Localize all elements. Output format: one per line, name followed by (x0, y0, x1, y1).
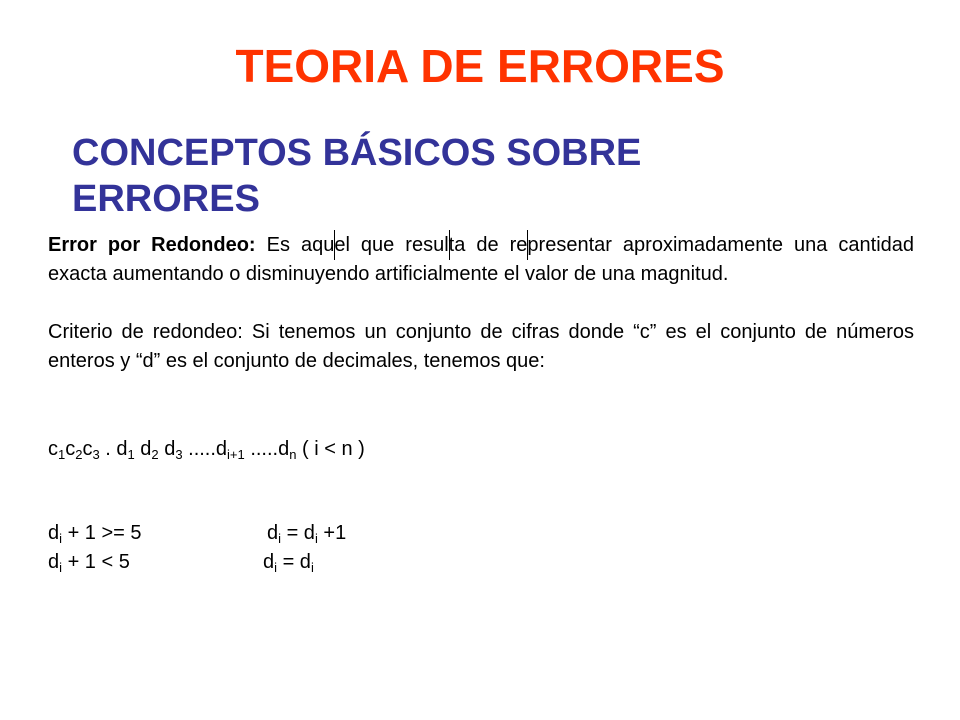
rounding-rule-round-up: $d_i + 1 >= 5$ $d_i = d_i +1$ (48, 522, 347, 546)
slide-subtitle: CONCEPTOS BÁSICOS SOBRE ERRORES (72, 132, 642, 220)
definition-paragraph (48, 231, 914, 289)
definition-text-3: ta de re (448, 234, 528, 256)
definition-text-1: Es aqu (255, 234, 335, 256)
number-formula: $c_1c_2c_3$ . $d_1$ $d_2$ $d_3$ $.....d_{i+1}$ $.....d_n$ ( i < n ) (48, 438, 365, 462)
definition-block (48, 231, 914, 376)
definition-text-2: el que resul (334, 234, 449, 256)
definition-term: Error por Redondeo: (48, 234, 256, 256)
rounding-rule-keep: $d_i + 1 < 5$ $d_i = d_i$ (48, 551, 314, 575)
slide-title: TEORIA DE ERRORES (235, 40, 725, 92)
criterion-paragraph: Criterio de redondeo: Si tenemos un conjunto de cifras donde “c” es el conjunto de números enteros y “d” es el conjunto de decimales, tenemos que: (48, 321, 914, 372)
definition-text-4: presentar aproximadamente una cantidad exacta aumentando o disminuyendo artificialmente el valor de una magnitud. (48, 234, 915, 285)
